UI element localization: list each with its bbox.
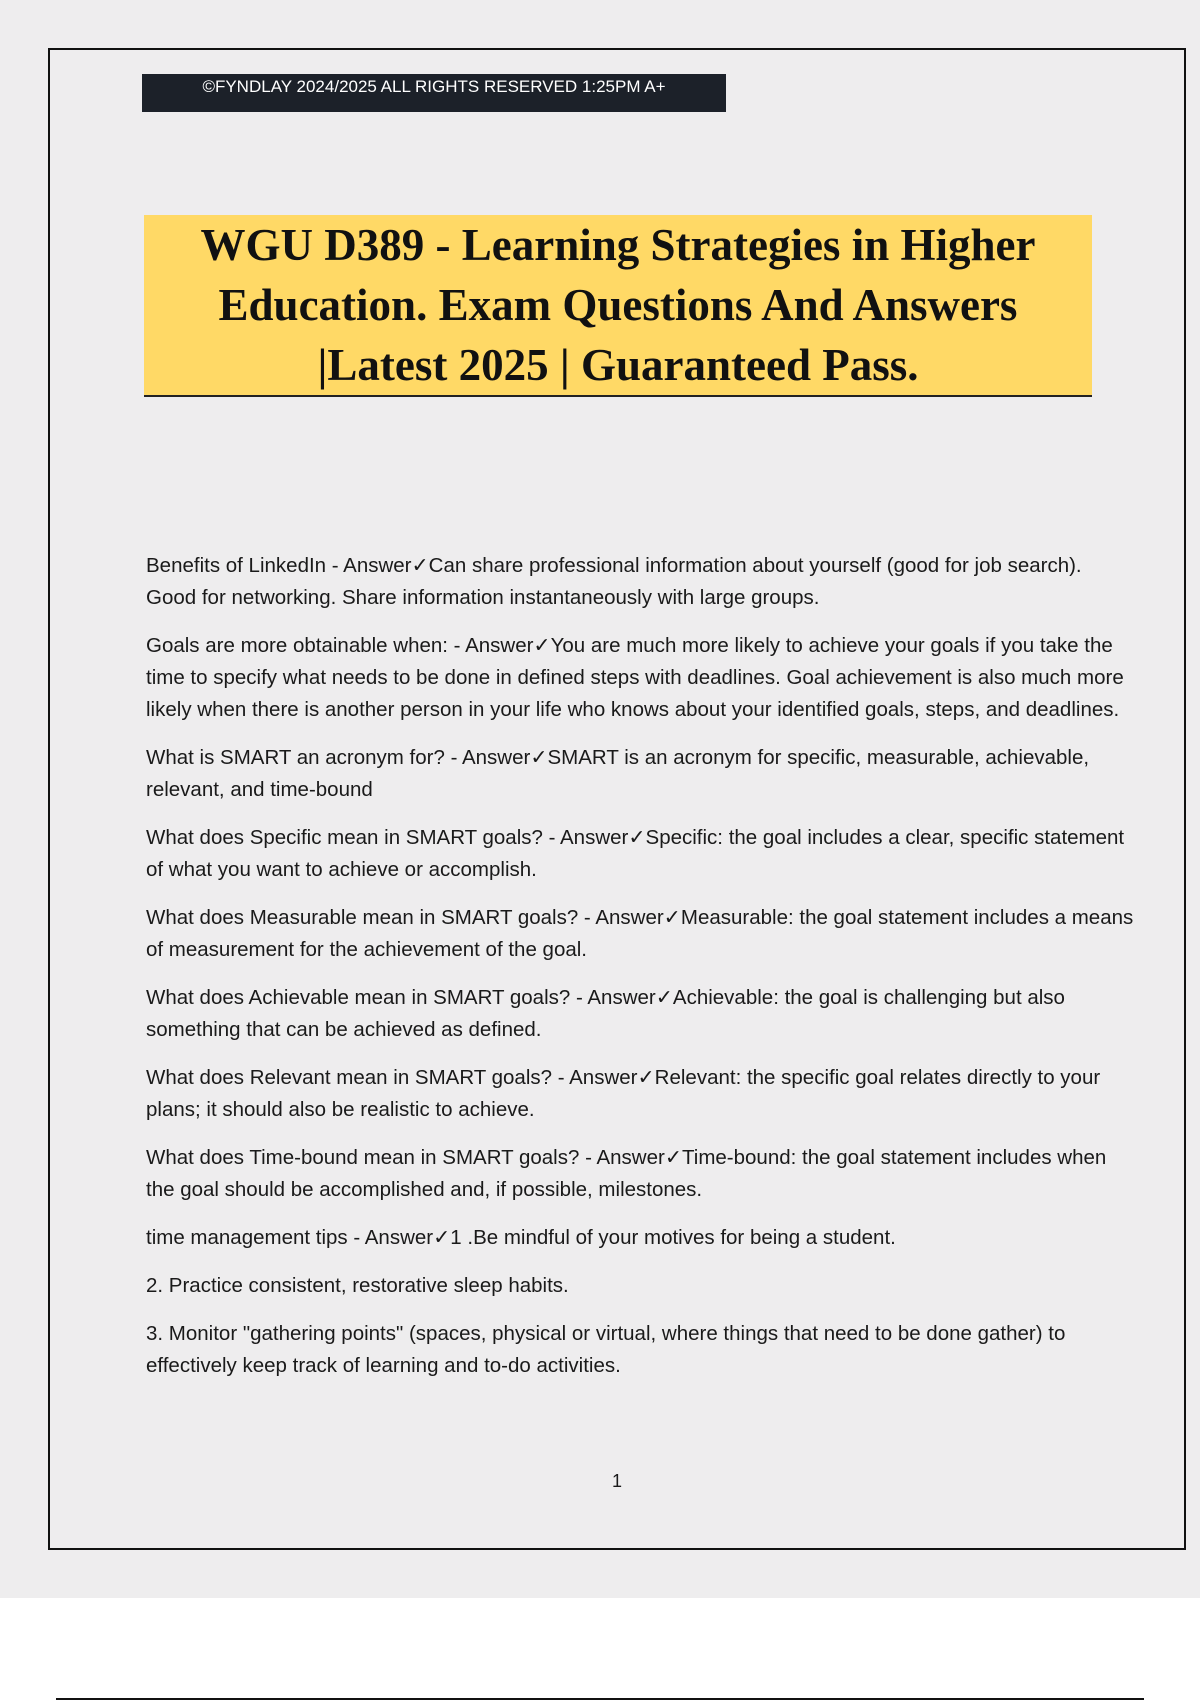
qa-item-achievable: What does Achievable mean in SMART goals? - Answer✓Achievable: the goal is challenging but also something that can be achieved as defined. bbox=[146, 986, 1065, 1041]
copyright-banner: ©FYNDLAY 2024/2025 ALL RIGHTS RESERVED 1:25PM A+ bbox=[142, 74, 726, 112]
document-title bbox=[201, 215, 1036, 395]
document-page bbox=[48, 48, 1186, 1550]
qa-item-goals-obtainable: Goals are more obtainable when: - Answer✓You are much more likely to achieve your goals if you take the time to specify what needs to be done in defined steps with deadlines. Goal achievement is also much more likely when there is another person in your life who knows about your identified goals, steps, and deadlines. bbox=[146, 634, 1124, 721]
qa-item-time-management-1: time management tips - Answer✓1 .Be mindful of your motives for being a student. bbox=[146, 1226, 896, 1249]
page-number: 1 bbox=[611, 1471, 622, 1491]
qa-item-measurable: What does Measurable mean in SMART goals? - Answer✓Measurable: the goal statement includes a means of measurement for the achievement of the goal. bbox=[146, 906, 1134, 961]
title-box bbox=[144, 215, 1092, 397]
qa-item-linkedin: Benefits of LinkedIn - Answer✓Can share professional information about yourself (good for job search). Good for networking. Share information instantaneously with large groups. bbox=[146, 554, 1082, 609]
title-line-2: Education. Exam Questions And Answers bbox=[218, 280, 1018, 330]
qa-item-time-management-2: 2. Practice consistent, restorative sleep habits. bbox=[146, 1274, 569, 1297]
qa-item-smart-acronym: What is SMART an acronym for? - Answer✓SMART is an acronym for specific, measurable, achievable, relevant, and time-bound bbox=[146, 746, 1090, 801]
qa-item-time-bound: What does Time-bound mean in SMART goals? - Answer✓Time-bound: the goal statement includes when the goal should be accomplished and, if possible, milestones. bbox=[146, 1146, 1107, 1201]
qa-list bbox=[146, 550, 1136, 1398]
qa-item-specific: What does Specific mean in SMART goals? - Answer✓Specific: the goal includes a clear, specific statement of what you want to achieve or accomplish. bbox=[146, 826, 1125, 881]
title-line-1: WGU D389 - Learning Strategies in Higher bbox=[200, 220, 1036, 270]
qa-item-relevant: What does Relevant mean in SMART goals? - Answer✓Relevant: the specific goal relates directly to your plans; it should also be realistic to achieve. bbox=[146, 1066, 1101, 1121]
next-page-preview bbox=[0, 1598, 1200, 1700]
title-line-3: |Latest 2025 | Guaranteed Pass. bbox=[317, 340, 919, 390]
qa-item-time-management-3: 3. Monitor "gathering points" (spaces, physical or virtual, where things that need to be done gather) to effectively keep track of learning and to-do activities. bbox=[146, 1322, 1066, 1377]
